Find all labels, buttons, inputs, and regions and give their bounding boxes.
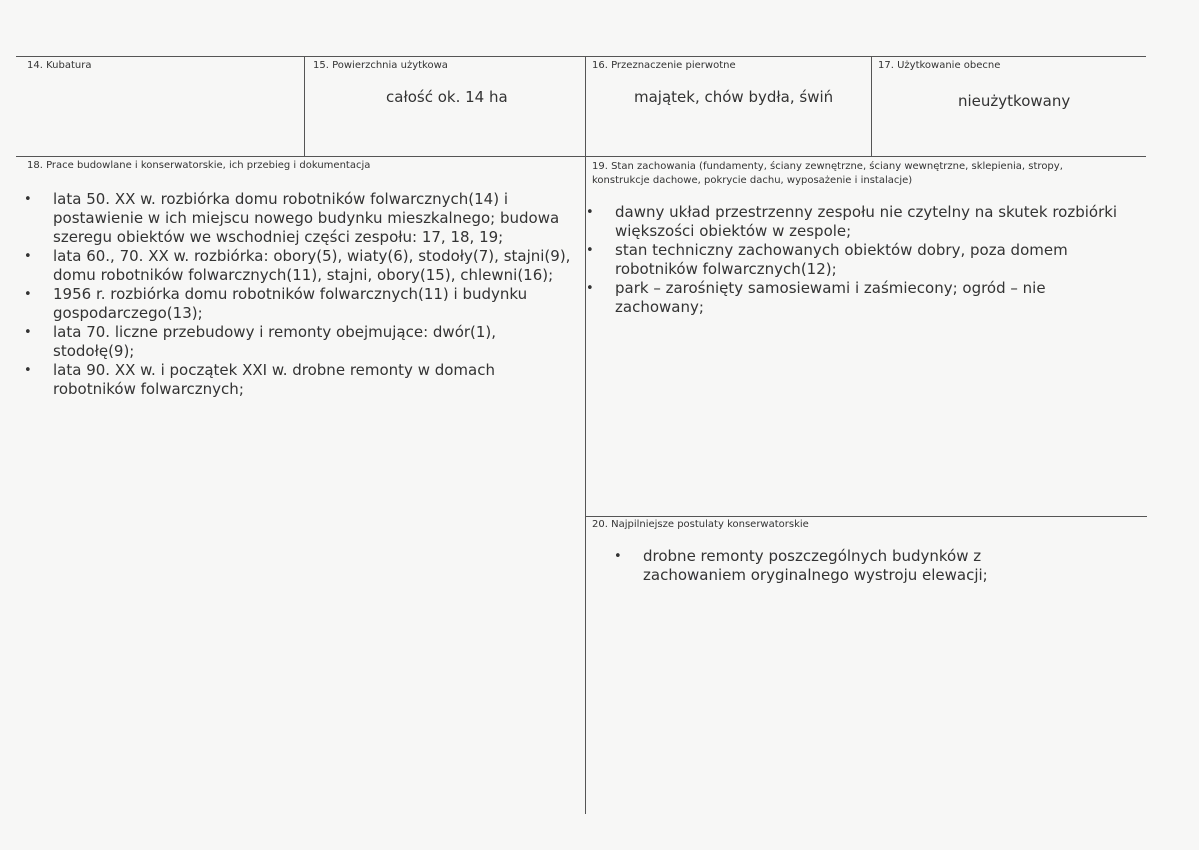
field-15-label: 15. Powierzchnia użytkowa — [313, 60, 448, 71]
field-20-list — [612, 547, 1082, 585]
list-item: • lata 70. liczne przebudowy i remonty obejmujące: dwór(1), stodołę(9); — [22, 323, 572, 361]
list-item: • dawny układ przestrzenny zespołu nie czytelny na skutek rozbiórki większości obiektów w zespole; — [584, 203, 1134, 241]
list-item: • lata 60., 70. XX w. rozbiórka: obory(5), wiaty(6), stodoły(7), stajni(9), domu robotników folwarcznych(11), stajni, obory(15), chlewni(16); — [22, 247, 572, 285]
divider-16-17 — [871, 56, 872, 156]
field-20-label: 20. Najpilniejsze postulaty konserwatorskie — [592, 519, 809, 530]
field-16-label: 16. Przeznaczenie pierwotne — [592, 60, 736, 71]
field-18-label: 18. Prace budowlane i konserwatorskie, ich przebieg i dokumentacja — [27, 160, 371, 171]
field-19-label: 19. Stan zachowania (fundamenty, ściany zewnętrzne, ściany wewnętrzne, sklepienia, stropy, konstrukcje dachowe, pokrycie dachu, wyposażenie i instalacje) — [592, 161, 1063, 186]
field-15-value: całość ok. 14 ha — [386, 88, 508, 106]
divider-main — [585, 56, 586, 814]
section20-top-border — [585, 516, 1147, 517]
list-item: • park – zarośnięty samosiewami i zaśmiecony; ogród – nie zachowany; — [584, 279, 1134, 317]
list-item: • 1956 r. rozbiórka domu robotników folwarcznych(11) i budynku gospodarczego(13); — [22, 285, 572, 323]
divider-14-15 — [304, 56, 305, 156]
field-17-label: 17. Użytkowanie obecne — [878, 60, 1001, 71]
list-item: • lata 90. XX w. i początek XXI w. drobne remonty w domach robotników folwarcznych; — [22, 361, 572, 399]
field-14-label: 14. Kubatura — [27, 60, 92, 71]
field-16-value: majątek, chów bydła, świń — [634, 88, 834, 106]
row1-bottom-border — [16, 156, 1146, 157]
field-19-list — [584, 203, 1134, 317]
list-item: • stan techniczny zachowanych obiektów dobry, poza domem robotników folwarcznych(12); — [584, 241, 1134, 279]
field-18-list — [22, 190, 572, 399]
list-item: • lata 50. XX w. rozbiórka domu robotników folwarcznych(14) i postawienie w ich miejscu nowego budynku mieszkalnego; budowa szeregu obiektów we wschodniej części zespołu: 17, 18, 19; — [22, 190, 572, 247]
top-border — [16, 56, 1146, 57]
list-item: • drobne remonty poszczególnych budynków z zachowaniem oryginalnego wystroju elewacji; — [612, 547, 1082, 585]
field-17-value: nieużytkowany — [958, 92, 1071, 110]
